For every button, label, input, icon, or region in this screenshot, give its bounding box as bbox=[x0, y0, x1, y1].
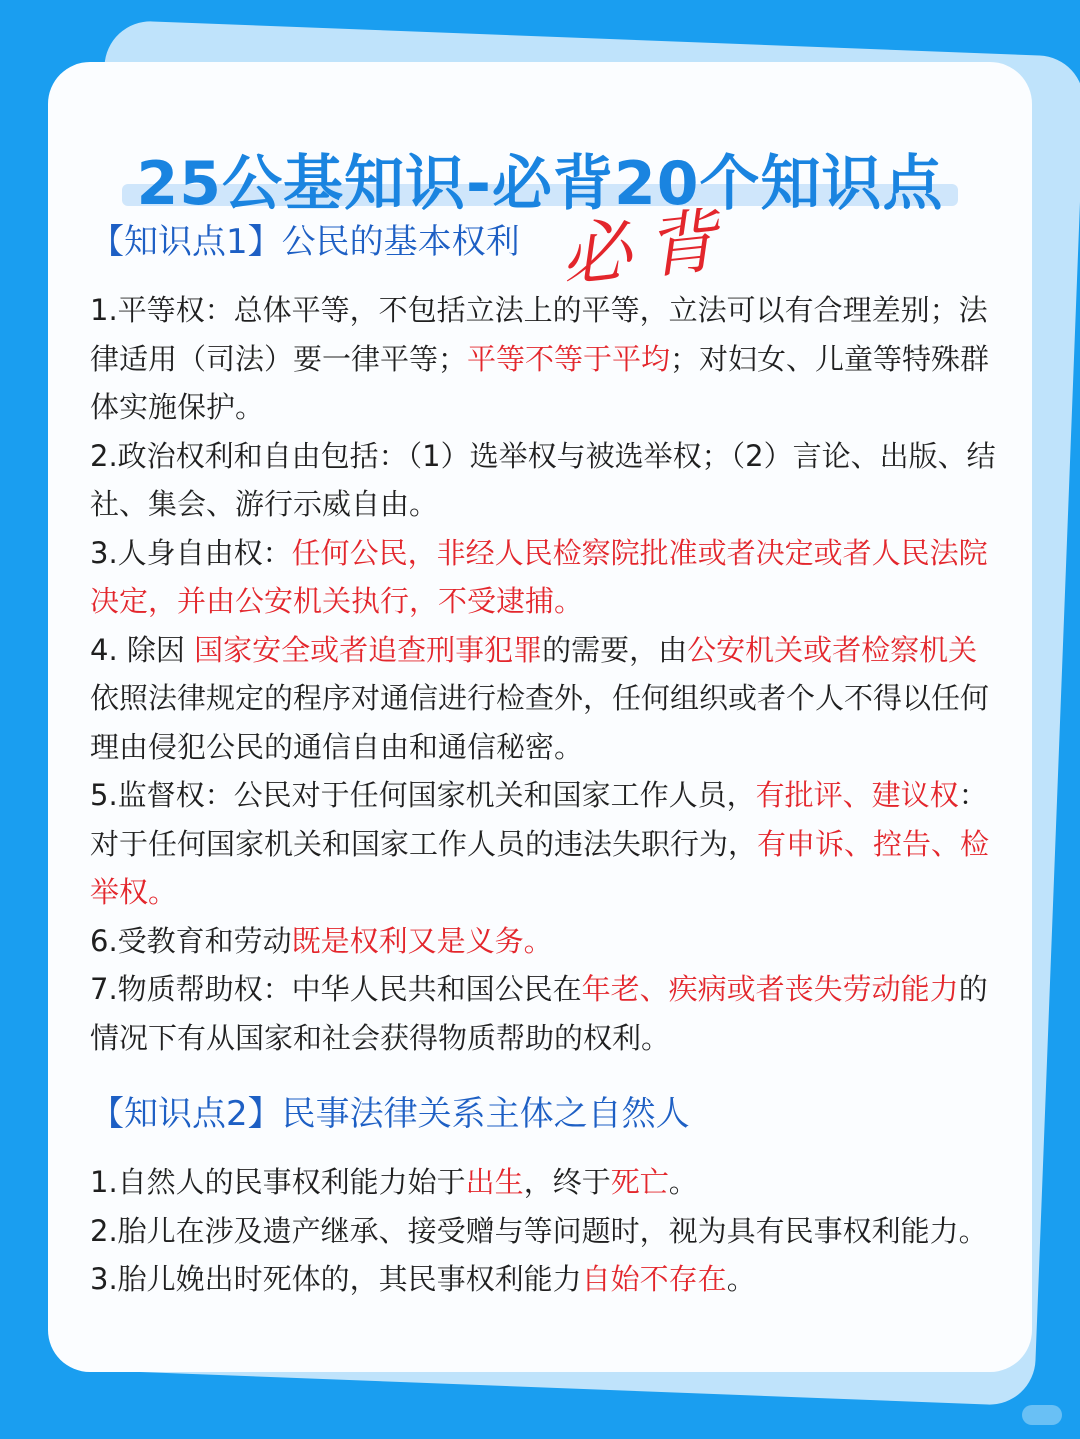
body-text: 5.监督权：公民对于任何国家机关和国家工作人员， bbox=[90, 778, 756, 812]
handwritten-stamp: 必背 bbox=[556, 198, 737, 298]
list-item bbox=[90, 432, 1000, 529]
list-item bbox=[90, 917, 1000, 966]
body-text: ；对妇女、儿童等特殊群体实施保护。 bbox=[90, 341, 990, 424]
body-text: ，终于 bbox=[523, 1165, 611, 1199]
body-text: 4. 除因 bbox=[90, 632, 195, 667]
body-text: 2.胎儿在涉及遗产继承、接受赠与等问题时，视为具有民事权利能力。 bbox=[90, 1213, 988, 1248]
watermark-logo bbox=[1022, 1405, 1062, 1425]
highlighted-text: 出生 bbox=[465, 1165, 524, 1199]
highlighted-text: 任何公民，非经人民检察院批准或者决定或者人民法院决定，并由公安机关执行，不受逮捕。 bbox=[90, 535, 988, 618]
body-text: 1.平等权：总体平等，不包括立法上的平等，立法可以有合理差别；法律适用（司法）要一律平等； bbox=[90, 293, 988, 376]
body-text: 6.受教育和劳动 bbox=[90, 923, 292, 958]
section-1-list bbox=[90, 286, 1000, 1062]
list-item bbox=[90, 1158, 1000, 1207]
list-item bbox=[90, 286, 1000, 432]
content-card bbox=[48, 62, 1032, 1372]
page-title: 25公基知识-必背20个知识点 bbox=[136, 149, 944, 219]
highlighted-text: 平等不等于平均 bbox=[467, 341, 671, 376]
highlighted-text: 有申诉、控告、检举权。 bbox=[90, 826, 990, 909]
body-text: 3.胎儿娩出时死体的，其民事权利能力 bbox=[90, 1262, 582, 1296]
title-wrap bbox=[48, 149, 1032, 219]
body-text: 的需要，由 bbox=[542, 632, 688, 667]
highlighted-text: 死亡 bbox=[610, 1165, 669, 1199]
highlighted-text: 有批评、建议权 bbox=[755, 778, 959, 812]
highlighted-text: 自始不存在 bbox=[581, 1262, 727, 1296]
section-2-heading: 【知识点2】民事法律关系主体之自然人 bbox=[90, 1094, 690, 1134]
list-item bbox=[90, 529, 1000, 626]
section-1-heading: 【知识点1】公民的基本权利 bbox=[90, 222, 520, 262]
list-item bbox=[90, 965, 1000, 1062]
section-2-list bbox=[90, 1158, 1000, 1304]
body-text: 1.自然人的民事权利能力始于 bbox=[90, 1165, 466, 1199]
list-item bbox=[90, 771, 1000, 917]
body-text: ：对于任何国家机关和国家工作人员的违法失职行为， bbox=[90, 778, 988, 861]
body-text: 3.人身自由权： bbox=[90, 535, 292, 570]
list-item bbox=[90, 1255, 1000, 1304]
body-text: 。 bbox=[668, 1165, 698, 1199]
list-item bbox=[90, 1207, 1000, 1256]
body-text: 2.政治权利和自由包括：（1）选举权与被选举权；（2）言论、出版、结社、集会、游行示威自由。 bbox=[90, 438, 996, 521]
body-text: 。 bbox=[726, 1262, 756, 1296]
highlighted-text: 公安机关或者检察机关 bbox=[687, 632, 978, 667]
body-text: 依照法律规定的程序对通信进行检查外，任何组织或者个人不得以任何理由侵犯公民的通信自由和通信秘密。 bbox=[90, 681, 990, 764]
highlighted-text: 既是权利又是义务。 bbox=[291, 923, 553, 958]
highlighted-text: 国家安全或者追查刑事犯罪 bbox=[194, 632, 543, 667]
list-item bbox=[90, 626, 1000, 772]
highlighted-text: 年老、疾病或者丧失劳动能力 bbox=[581, 972, 959, 1006]
body-text: 的情况下有从国家和社会获得物质帮助的权利。 bbox=[90, 972, 988, 1055]
body-text: 7.物质帮助权：中华人民共和国公民在 bbox=[90, 972, 582, 1006]
